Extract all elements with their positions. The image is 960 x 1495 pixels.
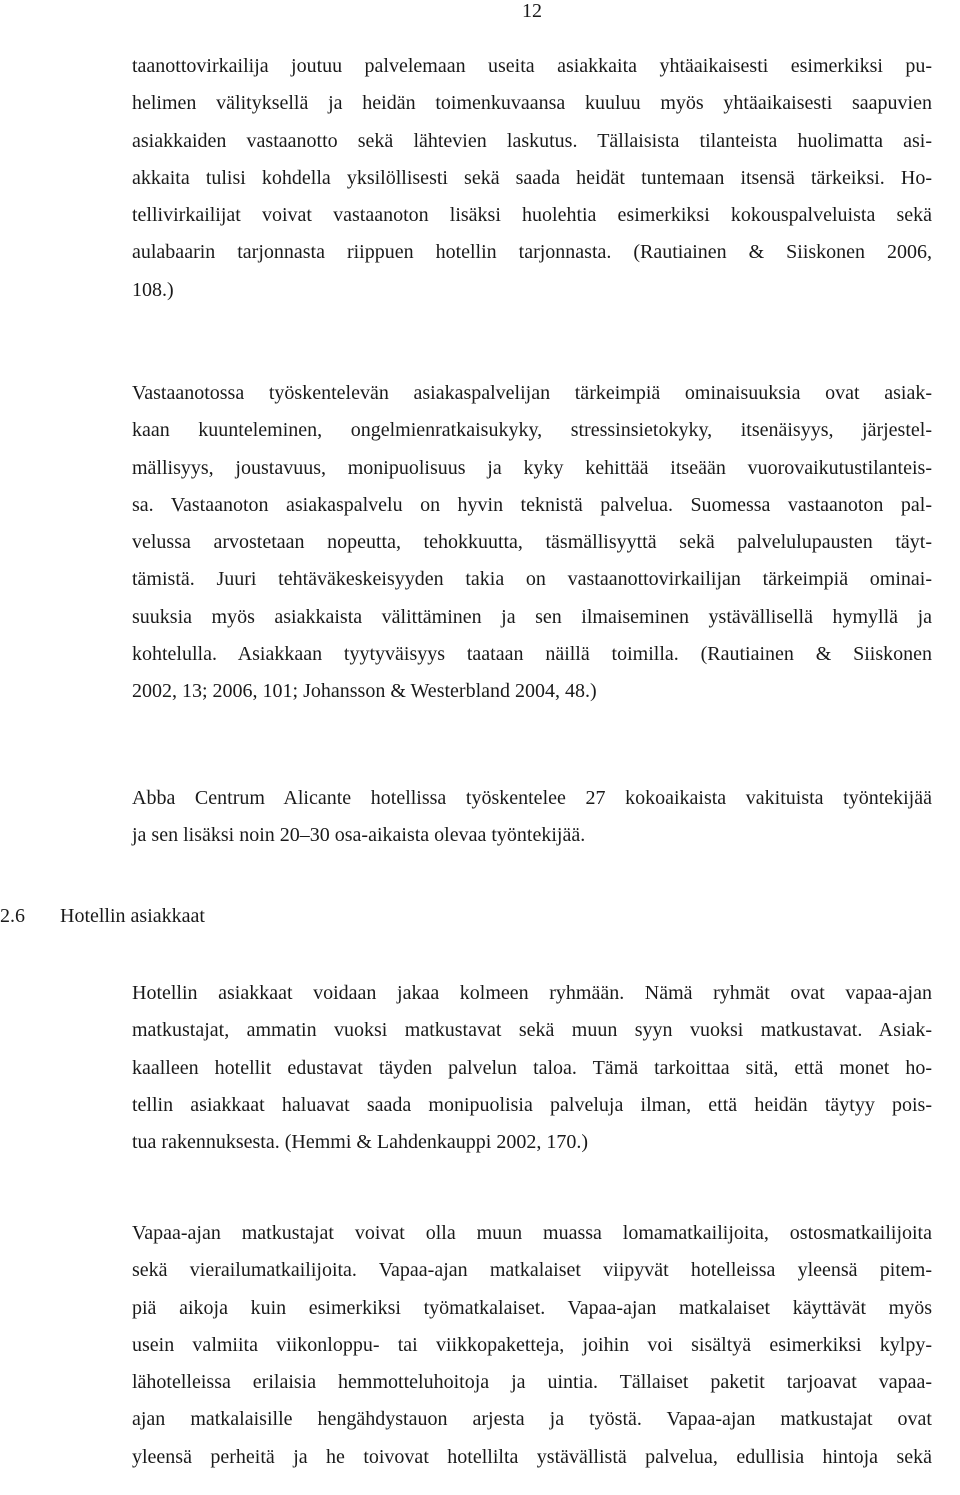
text-line: yleensä perheitä ja he toivovat hotellilta ystävällistä palvelua, edullisia hintoja sekä [132,1445,932,1468]
text-line: Vapaa-ajan matkustajat voivat olla muun muassa lomamatkailijoita, ostosmatkailijoita [132,1222,932,1244]
text-line: matkustajat, ammatin vuoksi matkustavat sekä muun syyn vuoksi matkustavat. Asiak- [132,1019,932,1042]
text-line: akkaita tulisi kohdella yksilöllisesti sekä saada heidät tuntemaan itsensä tärkeiksi. Ho- [132,166,932,189]
text-line: sa. Vastaanoton asiakaspalvelu on hyvin teknistä palvelua. Suomessa vastaanoton pal- [132,493,932,516]
text-line: velussa arvostetaan nopeutta, tehokkuutta, täsmällisyyttä sekä palvelulupausten täyt- [132,531,932,554]
text-line: suuksia myös asiakkaista välittäminen ja sen ilmaiseminen ystävällisellä hymyllä ja [132,605,932,628]
text-line: ja sen lisäksi noin 20–30 osa-aikaista olevaa työntekijää. [132,824,586,847]
text-line: 108.) [132,278,174,301]
text-line: kaalleen hotellit edustavat täyden palvelun taloa. Tämä tarkoittaa sitä, että monet ho- [132,1056,932,1079]
text-line: piä aikoja kuin esimerkiksi työmatkalaiset. Vapaa-ajan matkalaiset käyttävät myös [132,1296,932,1319]
text-line: sekä vierailumatkailijoita. Vapaa-ajan matkalaiset viipyvät hotelleissa yleensä pitem- [132,1259,932,1282]
text-line: tua rakennuksesta. (Hemmi & Lahdenkauppi 2002, 170.) [132,1131,588,1154]
section-number: 2.6 [0,905,25,927]
text-line: lähotelleissa erilaisia hemmotteluhoitoja ja uintia. Tällaiset paketit tarjoavat vapaa- [132,1371,932,1394]
text-line: tellin asiakkaat haluavat saada monipuolisia palveluja ilman, että heidän täytyy pois- [132,1093,932,1116]
paragraph-customer-groups [132,975,932,1161]
text-line: usein valmiita viikonloppu- tai viikkopaketteja, joihin voi sisältyä esimerkiksi kylpy- [132,1333,932,1356]
paragraph-receptionist-duties [132,48,932,309]
text-line: asiakkaiden vastaanotto sekä lähtevien laskutus. Tällaisista tilanteista huolimatta asi- [132,129,932,152]
section-title: Hotellin asiakkaat [60,905,205,927]
text-line: taanottovirkailija joutuu palvelemaan useita asiakkaita yhtäaikaisesti esimerkiksi pu- [132,55,932,77]
text-line: 2002, 13; 2006, 101; Johansson & Westerbland 2004, 48.) [132,680,597,703]
text-line: Abba Centrum Alicante hotellissa työskentelee 27 kokoaikaista vakituista työntekijää [132,787,932,809]
text-line: mällisyys, joustavuus, monipuolisuus ja kyky kehittää itseään vuorovaikutustilanteis- [132,456,932,479]
text-line: Vastaanotossa työskentelevän asiakaspalvelijan tärkeimpiä ominaisuuksia ovat asiak- [132,382,932,404]
text-line: ajan matkalaisille hengähdystauon arjesta ja työstä. Vapaa-ajan matkustajat ovat [132,1408,932,1431]
text-line: helimen välityksellä ja heidän toimenkuvaansa kuuluu myös yhtäaikaisesti saapuvien [132,92,932,115]
text-line: kaan kuunteleminen, ongelmienratkaisukyky, stressinsietokyky, itsenäisyys, järjestel- [132,419,932,442]
page-number: 12 [522,0,542,22]
text-line: tämistä. Juuri tehtäväkeskeisyyden takia on vastaanottovirkailijan tärkeimpiä ominai- [132,568,932,591]
section-heading [0,901,205,931]
text-line: aulabaarin tarjonnasta riippuen hotellin tarjonnasta. (Rautiainen & Siiskonen 2006, [132,241,932,264]
text-line: kohtelulla. Asiakkaan tyytyväisyys taataan näillä toimilla. (Rautiainen & Siiskonen [132,643,932,666]
paragraph-staff-count [132,780,932,855]
paragraph-leisure-travelers [132,1215,932,1476]
paragraph-service-qualities [132,375,932,711]
text-line: tellivirkailijat voivat vastaanoton lisäksi huolehtia esimerkiksi kokouspalveluista sekä [132,204,932,227]
text-line: Hotellin asiakkaat voidaan jakaa kolmeen ryhmään. Nämä ryhmät ovat vapaa-ajan [132,982,932,1004]
